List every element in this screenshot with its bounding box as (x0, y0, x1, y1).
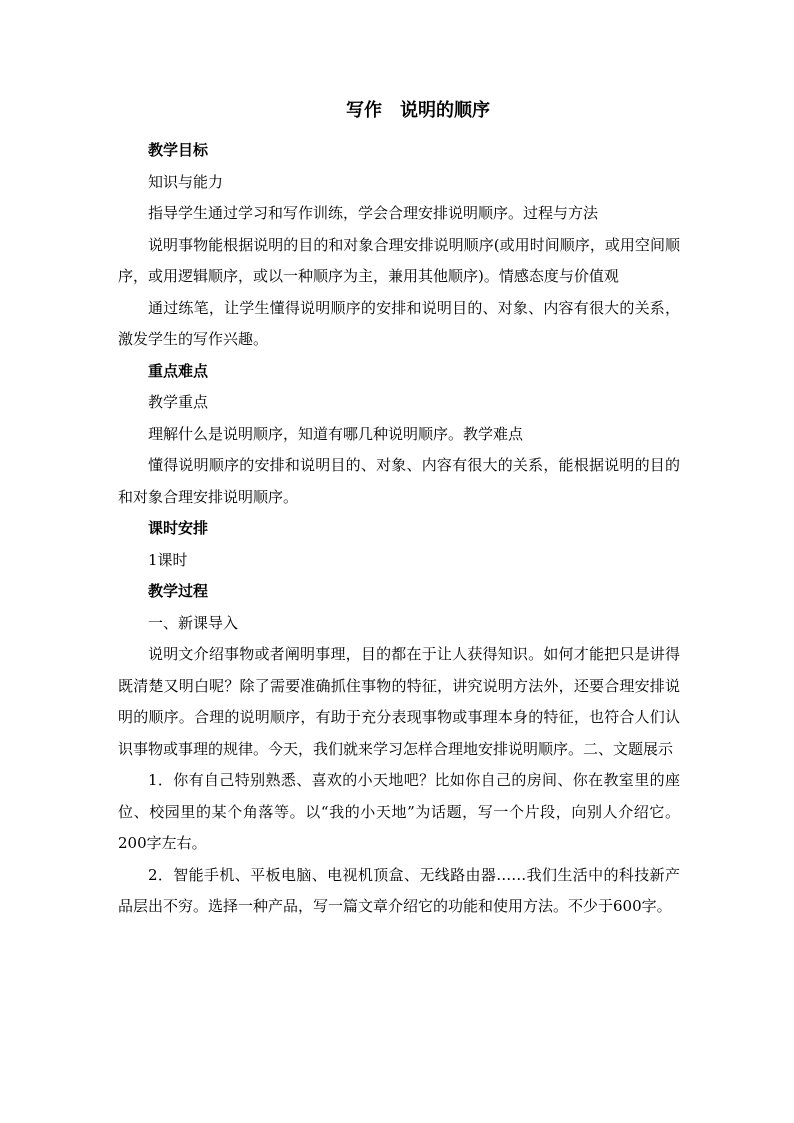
paragraph-difficulty: 懂得说明顺序的安排和说明目的、对象、内容有很大的关系，能根据说明的目的和对象合理安排说明顺序。 (118, 456, 680, 506)
paragraph-topic-1: 1．你有自己特别熟悉、喜欢的小天地吧？比如你自己的房间、你在教室里的座位、校园里的某个角落等。以“我的小天地”为话题，写一个片段，向别人介绍它。200字左右。 (118, 771, 680, 852)
paragraph-class-hours: 1课时 (148, 550, 188, 569)
paragraph-guidance: 指导学生通过学习和写作训练，学会合理安排说明顺序。过程与方法 (148, 204, 599, 222)
document-body (118, 135, 680, 923)
document-title: 写作 说明的顺序 (346, 100, 490, 121)
section-heading-key-points: 重点难点 (148, 361, 209, 380)
paragraph-order-methods: 说明事物能根据说明的目的和对象合理安排说明顺序(或用时间顺序，或用空间顺序，或用逻辑顺序，或以一种顺序为主，兼用其他顺序)。情感态度与价值观 (118, 235, 680, 285)
subheading-knowledge-ability: 知识与能力 (148, 172, 224, 191)
subheading-teaching-focus: 教学重点 (148, 393, 209, 411)
section-heading-objectives: 教学目标 (148, 141, 209, 159)
paragraph-practice: 通过练笔，让学生懂得说明顺序的安排和说明目的、对象、内容有很大的关系，激发学生的写作兴趣。 (118, 298, 680, 348)
section-heading-process: 教学过程 (148, 582, 209, 600)
section-heading-schedule: 课时安排 (148, 519, 209, 537)
subheading-introduction: 一、新课导入 (148, 613, 239, 632)
paragraph-focus: 理解什么是说明顺序，知道有哪几种说明顺序。教学难点 (148, 424, 524, 443)
paragraph-topic-2: 2．智能手机、平板电脑、电视机顶盒、无线路由器……我们生活中的科技新产品层出不穷。选择一种产品，写一篇文章介绍它的功能和使用方法。不少于600字。 (118, 865, 680, 915)
paragraph-introduction: 说明文介绍事物或者阐明事理，目的都在于让人获得知识。如何才能把只是讲得既清楚又明白呢？除了需要准确抓住事物的特征，讲究说明方法外，还要合理安排说明的顺序。合理的说明顺序，有助于充分表现事物或事理本身的特征，也符合人们认识事物或事理的规律。今天，我们就来学习怎样合理地安排说明顺序。二、文题展示 (118, 645, 680, 758)
